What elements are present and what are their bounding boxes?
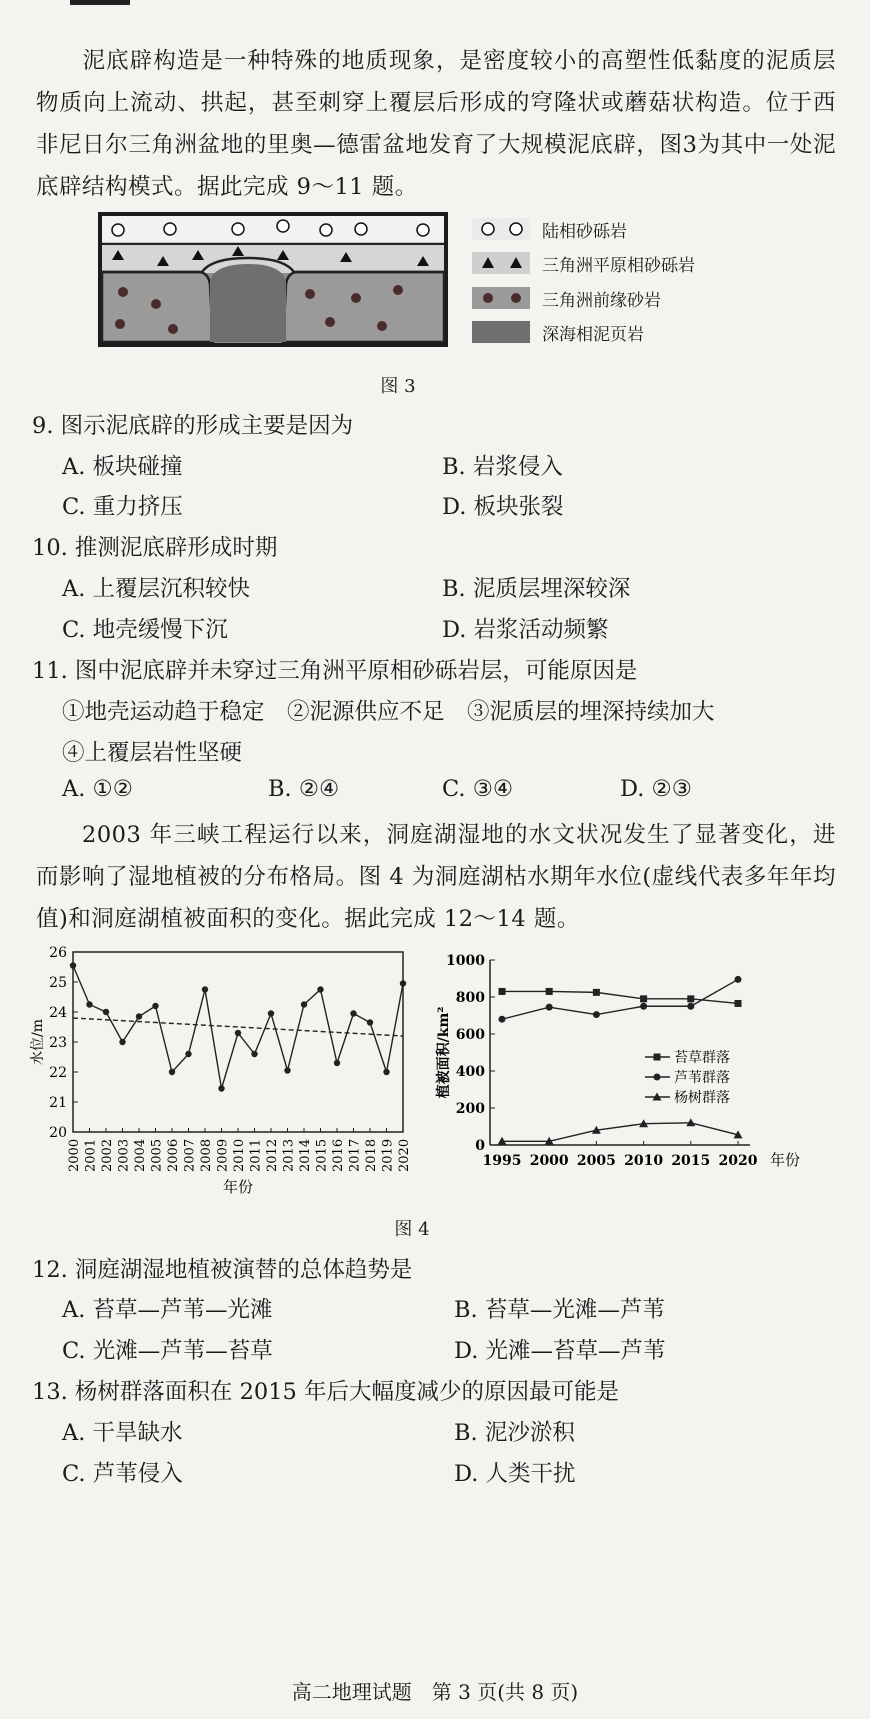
y-tick-label: 400 (455, 1064, 485, 1080)
q9-option-b[interactable]: B. 岩浆侵入 (442, 454, 563, 480)
q10-option-d[interactable]: D. 岩浆活动频繁 (442, 617, 609, 643)
q12-option-c[interactable]: C. 光滩—芦苇—苔草 (62, 1338, 273, 1364)
q13-option-b[interactable]: B. 泥沙淤积 (454, 1420, 575, 1446)
square-marker (593, 989, 600, 996)
y-tick-label: 22 (49, 1065, 67, 1081)
intro-paragraph-2 (36, 814, 836, 940)
x-tick-label: 2015 (671, 1153, 711, 1169)
question-10-stem: 10. 推测泥底辟形成时期 (32, 535, 278, 561)
q9-option-d[interactable]: D. 板块张裂 (442, 494, 564, 520)
q11-items-line-1: ①地壳运动趋于稳定 ②泥源供应不足 ③泥质层的埋深持续加大 (62, 699, 715, 725)
x-tick-label: 2010 (624, 1153, 664, 1169)
q12-option-d[interactable]: D. 光滩—苔草—芦苇 (454, 1338, 666, 1364)
x-tick-label: 2014 (298, 1138, 313, 1172)
x-tick-label: 2000 (529, 1153, 569, 1169)
intro-text-1: 泥底辟构造是一种特殊的地质现象，是密度较小的高塑性低黏度的泥质层物质向上流动、拱起，甚至刺穿上覆层后形成的穹隆状或蘑菇状构造。位于西非尼日尔三角洲盆地的里奥—德雷盆地发育了大规模泥底辟，图3为其中一处泥底辟结构模式。据此完成 9～11 题。 (36, 48, 836, 200)
legend-label: 芦苇群落 (674, 1070, 730, 1086)
water-level-point (235, 1030, 241, 1036)
y-tick-label: 200 (455, 1101, 485, 1117)
legend-label: 杨树群落 (674, 1090, 730, 1106)
water-level-point (350, 1010, 356, 1016)
x-axis-label: 年份 (770, 1151, 801, 1169)
x-axis-label: 年份 (222, 1178, 254, 1196)
intro-paragraph-1 (36, 40, 836, 208)
square-marker (499, 988, 506, 995)
scan-mark (70, 0, 130, 5)
q9-option-c[interactable]: C. 重力挤压 (62, 494, 183, 520)
circle-marker (640, 1003, 647, 1010)
circle-marker (499, 1016, 506, 1023)
page-footer: 高二地理试题 第 3 页(共 8 页) (291, 1680, 579, 1704)
q11-option-d[interactable]: D. ②③ (620, 776, 692, 802)
x-tick-label: 2000 (67, 1138, 82, 1172)
q13-option-c[interactable]: C. 芦苇侵入 (62, 1461, 183, 1487)
water-level-point (185, 1051, 191, 1057)
q10-option-c[interactable]: C. 地壳缓慢下沉 (62, 617, 228, 643)
y-axis-label: 植被面积/km² (436, 1006, 452, 1099)
water-level-point (202, 986, 208, 992)
water-level-point (367, 1019, 373, 1025)
figure-3-diagram (98, 212, 448, 347)
x-tick-label: 2012 (265, 1138, 280, 1172)
square-marker (640, 995, 647, 1002)
y-tick-label: 26 (49, 945, 67, 961)
x-tick-label: 2020 (397, 1138, 412, 1172)
q10-option-a[interactable]: A. 上覆层沉积较快 (62, 576, 251, 602)
y-tick-label: 0 (475, 1138, 485, 1154)
water-level-point (136, 1013, 142, 1019)
figure-4-caption: 图 4 (394, 1219, 430, 1240)
square-marker (687, 995, 694, 1002)
q11-option-b[interactable]: B. ②④ (268, 776, 340, 802)
water-level-line (73, 966, 403, 1089)
x-tick-label: 2010 (232, 1138, 247, 1172)
y-tick-label: 23 (49, 1035, 67, 1051)
y-tick-label: 1000 (446, 953, 485, 969)
x-tick-label: 2001 (83, 1138, 99, 1172)
x-tick-label: 2005 (576, 1153, 616, 1169)
q11-option-c[interactable]: C. ③④ (442, 776, 514, 802)
series-circle (499, 976, 742, 1023)
circle-marker (687, 1003, 694, 1010)
question-13-stem: 13. 杨树群落面积在 2015 年后大幅度减少的原因最可能是 (32, 1379, 620, 1405)
series-triangle (498, 1118, 743, 1145)
water-level-point (301, 1001, 307, 1007)
water-level-chart (28, 942, 423, 1202)
circle-marker (735, 976, 742, 983)
water-level-point (119, 1039, 125, 1045)
x-tick-label: 2004 (133, 1138, 148, 1172)
legend-label-delta-front: 三角洲前缘砂岩 (542, 291, 661, 311)
water-level-point (268, 1010, 274, 1016)
water-level-point (251, 1051, 257, 1057)
legend-label-deep-sea: 深海相泥页岩 (542, 325, 644, 345)
square-marker (654, 1054, 661, 1061)
water-level-point (70, 962, 76, 968)
x-tick-label: 2006 (166, 1138, 181, 1172)
y-tick-label: 24 (49, 1005, 67, 1021)
y-tick-label: 600 (455, 1027, 485, 1043)
x-tick-label: 2013 (281, 1138, 297, 1172)
y-tick-label: 21 (49, 1095, 67, 1111)
x-tick-label: 2017 (347, 1138, 363, 1172)
x-tick-label: 2008 (199, 1138, 214, 1172)
q12-option-b[interactable]: B. 苔草—光滩—芦苇 (454, 1297, 665, 1323)
water-level-point (218, 1085, 224, 1091)
q11-option-a[interactable]: A. ①② (62, 776, 133, 802)
circle-marker (546, 1004, 553, 1011)
y-tick-label: 25 (49, 975, 67, 991)
y-tick-label: 20 (49, 1125, 67, 1141)
x-tick-label: 2011 (248, 1138, 264, 1172)
legend-label-terrestrial: 陆相砂砾岩 (542, 222, 627, 242)
y-axis-label: 水位/m (30, 1019, 46, 1065)
series-line (502, 1123, 738, 1142)
figure-3-caption: 图 3 (380, 376, 416, 397)
water-level-point (400, 980, 406, 986)
question-12-stem: 12. 洞庭湖湿地植被演替的总体趋势是 (32, 1257, 413, 1283)
x-tick-label: 2003 (116, 1138, 132, 1172)
vegetation-area-chart (430, 945, 870, 1185)
water-level-point (169, 1069, 175, 1075)
water-level-point (103, 1009, 109, 1015)
water-level-point (317, 986, 323, 992)
x-tick-label: 2015 (314, 1138, 330, 1172)
legend-label-delta-plain: 三角洲平原相砂砾岩 (542, 256, 695, 276)
q11-items-line-2: ④上覆层岩性坚硬 (62, 740, 243, 766)
x-tick-label: 2019 (380, 1138, 396, 1172)
y-tick-label: 800 (455, 990, 485, 1006)
x-tick-label: 2002 (100, 1138, 115, 1172)
q13-option-d[interactable]: D. 人类干扰 (454, 1461, 576, 1487)
water-level-point (383, 1069, 389, 1075)
circle-marker (654, 1074, 661, 1081)
x-tick-label: 2020 (718, 1153, 758, 1169)
series-line (502, 979, 738, 1019)
square-marker (735, 1000, 742, 1007)
water-level-point (334, 1060, 340, 1066)
x-tick-label: 2018 (364, 1138, 379, 1172)
q10-option-b[interactable]: B. 泥质层埋深较深 (442, 576, 631, 602)
series-line (502, 991, 738, 1003)
water-level-point (284, 1067, 290, 1073)
q9-option-a[interactable]: A. 板块碰撞 (62, 454, 183, 480)
water-level-point (152, 1003, 158, 1009)
circle-marker (593, 1011, 600, 1018)
q12-option-a[interactable]: A. 苔草—芦苇—光滩 (62, 1297, 273, 1323)
x-tick-label: 2016 (331, 1138, 346, 1172)
x-tick-label: 2005 (149, 1138, 165, 1172)
question-9-stem: 9. 图示泥底辟的形成主要是因为 (32, 413, 354, 439)
question-11-stem: 11. 图中泥底辟并未穿过三角洲平原相砂砾岩层，可能原因是 (32, 658, 638, 684)
q13-option-a[interactable]: A. 干旱缺水 (62, 1420, 183, 1446)
x-tick-label: 2009 (215, 1138, 231, 1172)
x-tick-label: 1995 (482, 1153, 522, 1169)
legend-label: 苔草群落 (674, 1050, 730, 1066)
x-tick-label: 2007 (182, 1138, 198, 1172)
square-marker (546, 988, 553, 995)
water-level-point (86, 1001, 92, 1007)
intro-text-2: 2003 年三峡工程运行以来，洞庭湖湿地的水文状况发生了显著变化，进而影响了湿地植被的分布格局。图 4 为洞庭湖枯水期年水位(虚线代表多年年均值)和洞庭湖植被面积的变化。据此完成 12～14 题。 (36, 822, 836, 932)
